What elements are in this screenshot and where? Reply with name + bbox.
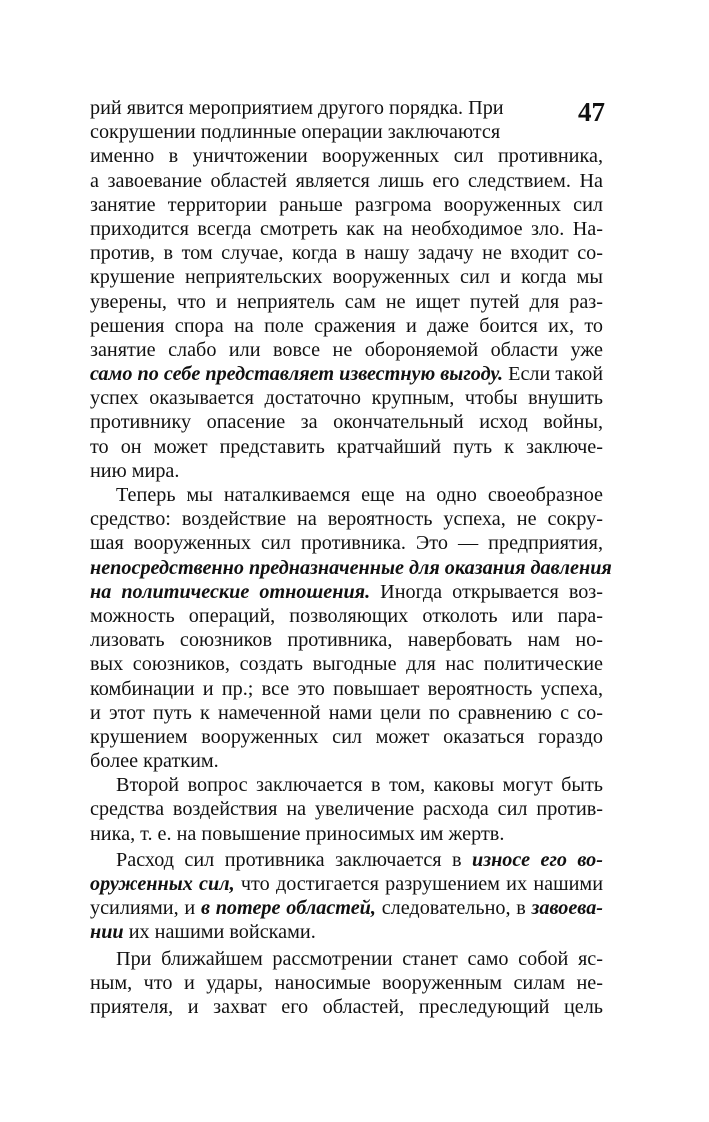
text-line: рий явится мероприятием другого порядка. При <box>90 97 504 119</box>
text-line: занятие территории раньше разгрома вооруженных сил <box>90 193 603 216</box>
text-line: приятеля, и захват его областей, преследующий цель <box>90 995 603 1018</box>
text-line: Второй вопрос заключается в том, каковы могут быть <box>116 774 603 797</box>
text-line: нии их нашими войсками. <box>90 921 316 944</box>
emphasis: нии <box>90 921 124 944</box>
text-line: на политические отношения. Иногда открывается воз- <box>90 580 603 603</box>
text-line: комбинации и пр.; все это повышает вероятность успеха, <box>90 677 603 700</box>
page-number: 47 <box>578 97 605 127</box>
text-line: Теперь мы наталкиваемся еще на одно своеобразное <box>116 484 603 506</box>
text-line: вых союзников, создать выгодные для нас политические <box>90 653 603 676</box>
emphasis: износе его во- <box>472 848 604 871</box>
text-line: Расход сил противника заключается в износе его во- <box>116 848 604 871</box>
text-line: крушение неприятельских вооруженных сил и когда мы <box>90 266 603 289</box>
text-line: само по себе представляет известную выгоду. Если такой <box>90 363 604 386</box>
emphasis: само по себе представляет известную выгоду. <box>90 363 504 386</box>
text-line: лизовать союзников противника, навербовать нам но- <box>90 629 603 652</box>
emphasis: в потере областей, <box>200 897 376 920</box>
text-line: ника, т. е. на повышение приносимых им жертв. <box>90 822 505 845</box>
emphasis: завоева- <box>531 897 604 920</box>
text-line: нию мира. <box>90 459 180 482</box>
text-line: оруженных сил, что достигается разрушением их нашими <box>90 873 604 895</box>
text-line: средства воздействия на увеличение расхода сил против- <box>90 798 603 821</box>
text-line: против, в том случае, когда в нашу задачу не входит со- <box>90 242 603 265</box>
text-line: и этот путь к намеченной нами цели по сравнению с со- <box>90 701 603 724</box>
text-line: средство: воздействие на вероятность успеха, не сокру- <box>90 508 603 531</box>
text-line: именно в уничтожении вооруженных сил противника, <box>90 145 603 168</box>
text-line: крушением вооруженных сил может оказаться гораздо <box>90 725 603 748</box>
emphasis: непосредственно предназначенные для оказания давления <box>90 556 612 579</box>
text-line: уверены, что и неприятель сам не ищет путей для раз- <box>90 290 603 313</box>
text-line: то он может представить кратчайший путь к заключе- <box>90 435 603 458</box>
text-line: противнику опасение за окончательный исход войны, <box>90 411 603 434</box>
text-line: а завоевание областей является лишь его следствием. На <box>90 169 603 192</box>
text-line: можность операций, позволяющих отколоть или пара- <box>90 604 603 627</box>
text-line: приходится всегда смотреть как на необходимое зло. На- <box>90 217 603 240</box>
emphasis: на политические отношения. <box>90 580 371 603</box>
text-line: усилиями, и в потере областей, следовательно, в завоева- <box>90 897 604 920</box>
text-line: решения спора на поле сражения и даже боится их, то <box>90 314 603 337</box>
text-line: занятие слабо или вовсе не обороняемой области уже <box>90 338 603 361</box>
text-line: шая вооруженных сил противника. Это — предприятия, <box>90 532 603 555</box>
text-line: более кратким. <box>90 750 219 773</box>
emphasis: оруженных сил, <box>90 873 235 895</box>
text-line: ным, что и удары, наносимые вооруженным силам не- <box>90 971 603 994</box>
text-line <box>90 556 612 580</box>
text-line: При ближайшем рассмотрении станет само собой яс- <box>116 947 603 970</box>
page-text <box>90 96 612 1019</box>
text-line: успех оказывается достаточно крупным, чтобы внушить <box>90 387 603 410</box>
text-line: сокрушении подлинные операции заключаются <box>90 121 501 144</box>
